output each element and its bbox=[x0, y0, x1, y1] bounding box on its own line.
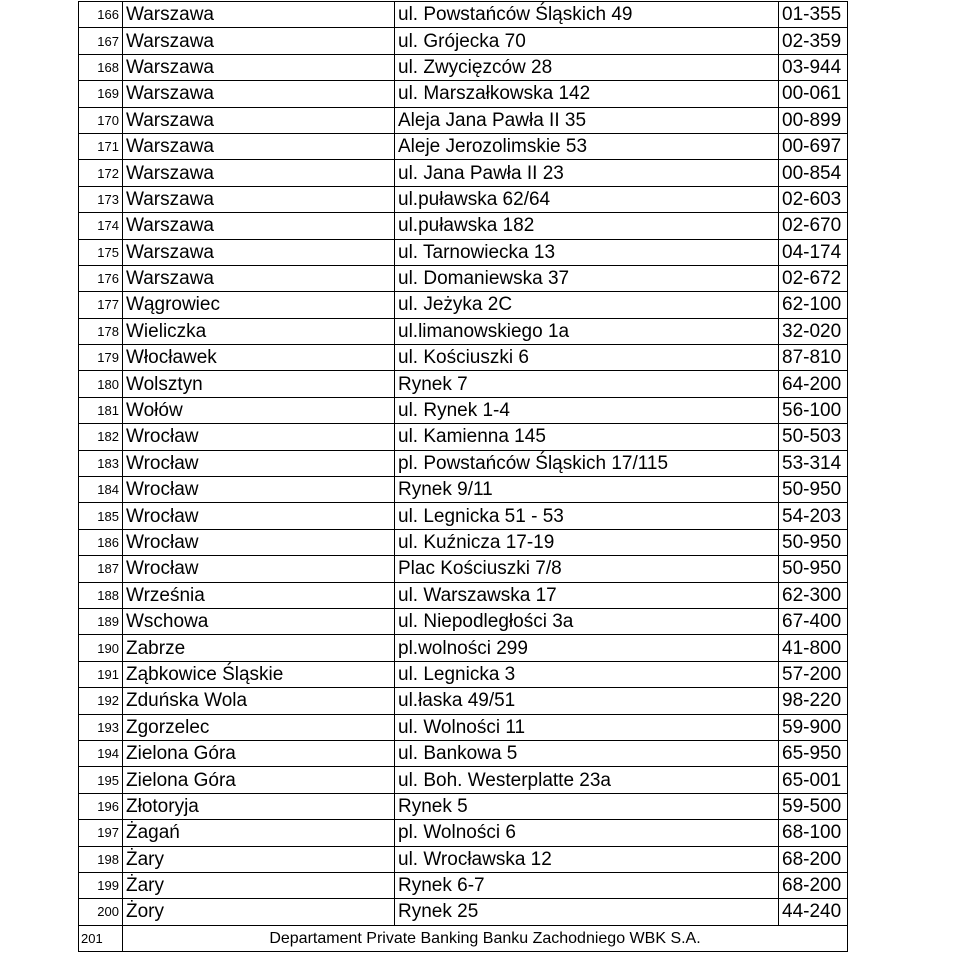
address-cell: ul. Kamienna 145 bbox=[395, 424, 779, 450]
postal-code-cell: 68-200 bbox=[779, 846, 848, 872]
address-cell: ul. Boh. Westerplatte 23a bbox=[395, 767, 779, 793]
row-number: 174 bbox=[79, 213, 123, 239]
table-row bbox=[79, 635, 848, 661]
city-cell: Warszawa bbox=[123, 265, 395, 291]
row-number: 173 bbox=[79, 186, 123, 212]
address-cell: pl. Powstańców Śląskich 17/115 bbox=[395, 450, 779, 476]
postal-code-cell: 00-899 bbox=[779, 107, 848, 133]
address-cell: ul. Bankowa 5 bbox=[395, 740, 779, 766]
address-cell: ul. Kuźnicza 17-19 bbox=[395, 529, 779, 555]
city-cell: Żary bbox=[123, 846, 395, 872]
row-number: 186 bbox=[79, 529, 123, 555]
address-cell: ul. Wrocławska 12 bbox=[395, 846, 779, 872]
postal-code-cell: 00-854 bbox=[779, 160, 848, 186]
table-row bbox=[79, 556, 848, 582]
city-cell: Wrocław bbox=[123, 556, 395, 582]
table-row bbox=[79, 81, 848, 107]
table-row bbox=[79, 345, 848, 371]
row-number: 178 bbox=[79, 318, 123, 344]
row-number: 194 bbox=[79, 740, 123, 766]
postal-code-cell: 59-900 bbox=[779, 714, 848, 740]
postal-code-cell: 56-100 bbox=[779, 397, 848, 423]
row-number: 182 bbox=[79, 424, 123, 450]
postal-code-cell: 62-300 bbox=[779, 582, 848, 608]
city-cell: Zduńska Wola bbox=[123, 688, 395, 714]
address-cell: ul. Rynek 1-4 bbox=[395, 397, 779, 423]
table-row bbox=[79, 318, 848, 344]
city-cell: Wągrowiec bbox=[123, 292, 395, 318]
postal-code-cell: 87-810 bbox=[779, 345, 848, 371]
address-cell: ul. Niepodległości 3a bbox=[395, 608, 779, 634]
address-cell: ul. Legnicka 3 bbox=[395, 661, 779, 687]
address-cell: ul. Marszałkowska 142 bbox=[395, 81, 779, 107]
address-cell: Aleja Jana Pawła II 35 bbox=[395, 107, 779, 133]
row-number: 189 bbox=[79, 608, 123, 634]
row-number: 176 bbox=[79, 265, 123, 291]
city-cell: Wrocław bbox=[123, 424, 395, 450]
table-row bbox=[79, 582, 848, 608]
city-cell: Warszawa bbox=[123, 107, 395, 133]
address-cell: ul. Wolności 11 bbox=[395, 714, 779, 740]
table-row bbox=[79, 424, 848, 450]
table-row bbox=[79, 371, 848, 397]
table-row bbox=[79, 133, 848, 159]
city-cell: Żory bbox=[123, 899, 395, 925]
footer-row-number: 201 bbox=[79, 925, 123, 951]
city-cell: Wrocław bbox=[123, 450, 395, 476]
row-number: 192 bbox=[79, 688, 123, 714]
table-row bbox=[79, 107, 848, 133]
row-number: 197 bbox=[79, 820, 123, 846]
city-cell: Zielona Góra bbox=[123, 740, 395, 766]
city-cell: Żary bbox=[123, 872, 395, 898]
row-number: 198 bbox=[79, 846, 123, 872]
table-row bbox=[79, 186, 848, 212]
address-cell: Rynek 6-7 bbox=[395, 872, 779, 898]
postal-code-cell: 59-500 bbox=[779, 793, 848, 819]
address-cell: ul. Zwycięzców 28 bbox=[395, 54, 779, 80]
table-row bbox=[79, 503, 848, 529]
address-cell: Plac Kościuszki 7/8 bbox=[395, 556, 779, 582]
address-cell: ul. Legnicka 51 - 53 bbox=[395, 503, 779, 529]
row-number: 191 bbox=[79, 661, 123, 687]
city-cell: Warszawa bbox=[123, 28, 395, 54]
city-cell: Warszawa bbox=[123, 186, 395, 212]
row-number: 181 bbox=[79, 397, 123, 423]
row-number: 185 bbox=[79, 503, 123, 529]
city-cell: Warszawa bbox=[123, 81, 395, 107]
postal-code-cell: 68-100 bbox=[779, 820, 848, 846]
city-cell: Żagań bbox=[123, 820, 395, 846]
table-row bbox=[79, 54, 848, 80]
row-number: 169 bbox=[79, 81, 123, 107]
table-row bbox=[79, 213, 848, 239]
postal-code-cell: 67-400 bbox=[779, 608, 848, 634]
city-cell: Zielona Góra bbox=[123, 767, 395, 793]
postal-code-cell: 50-950 bbox=[779, 529, 848, 555]
postal-code-cell: 02-672 bbox=[779, 265, 848, 291]
address-cell: pl.wolności 299 bbox=[395, 635, 779, 661]
postal-code-cell: 41-800 bbox=[779, 635, 848, 661]
row-number: 170 bbox=[79, 107, 123, 133]
table-row bbox=[79, 661, 848, 687]
address-cell: ul.łaska 49/51 bbox=[395, 688, 779, 714]
postal-code-cell: 50-950 bbox=[779, 556, 848, 582]
city-cell: Ząbkowice Śląskie bbox=[123, 661, 395, 687]
row-number: 180 bbox=[79, 371, 123, 397]
table-row bbox=[79, 28, 848, 54]
postal-code-cell: 32-020 bbox=[779, 318, 848, 344]
city-cell: Warszawa bbox=[123, 239, 395, 265]
row-number: 187 bbox=[79, 556, 123, 582]
postal-code-cell: 02-603 bbox=[779, 186, 848, 212]
postal-code-cell: 57-200 bbox=[779, 661, 848, 687]
table-row bbox=[79, 899, 848, 925]
postal-code-cell: 65-950 bbox=[779, 740, 848, 766]
table-row bbox=[79, 872, 848, 898]
table-row bbox=[79, 714, 848, 740]
city-cell: Warszawa bbox=[123, 2, 395, 28]
row-number: 171 bbox=[79, 133, 123, 159]
table-row bbox=[79, 740, 848, 766]
city-cell: Zabrze bbox=[123, 635, 395, 661]
row-number: 190 bbox=[79, 635, 123, 661]
city-cell: Wolsztyn bbox=[123, 371, 395, 397]
postal-code-cell: 50-503 bbox=[779, 424, 848, 450]
footer-text: Departament Private Banking Banku Zachodniego WBK S.A. bbox=[123, 925, 848, 951]
city-cell: Września bbox=[123, 582, 395, 608]
row-number: 179 bbox=[79, 345, 123, 371]
address-cell: ul. Jeżyka 2C bbox=[395, 292, 779, 318]
postal-code-cell: 02-359 bbox=[779, 28, 848, 54]
postal-code-cell: 04-174 bbox=[779, 239, 848, 265]
table-row bbox=[79, 529, 848, 555]
postal-code-cell: 44-240 bbox=[779, 899, 848, 925]
city-cell: Wschowa bbox=[123, 608, 395, 634]
postal-code-cell: 54-203 bbox=[779, 503, 848, 529]
row-number: 166 bbox=[79, 2, 123, 28]
table-row bbox=[79, 160, 848, 186]
city-cell: Złotoryja bbox=[123, 793, 395, 819]
address-cell: Rynek 25 bbox=[395, 899, 779, 925]
row-number: 200 bbox=[79, 899, 123, 925]
address-cell: ul.puławska 62/64 bbox=[395, 186, 779, 212]
table-row bbox=[79, 265, 848, 291]
address-cell: pl. Wolności 6 bbox=[395, 820, 779, 846]
address-cell: ul. Domaniewska 37 bbox=[395, 265, 779, 291]
address-cell: ul. Powstańców Śląskich 49 bbox=[395, 2, 779, 28]
postal-code-cell: 53-314 bbox=[779, 450, 848, 476]
postal-code-cell: 68-200 bbox=[779, 872, 848, 898]
table-row bbox=[79, 820, 848, 846]
city-cell: Wieliczka bbox=[123, 318, 395, 344]
postal-code-cell: 03-944 bbox=[779, 54, 848, 80]
table-row bbox=[79, 846, 848, 872]
row-number: 183 bbox=[79, 450, 123, 476]
address-cell: ul. Jana Pawła II 23 bbox=[395, 160, 779, 186]
postal-code-cell: 65-001 bbox=[779, 767, 848, 793]
row-number: 188 bbox=[79, 582, 123, 608]
address-cell: ul. Warszawska 17 bbox=[395, 582, 779, 608]
table-row bbox=[79, 292, 848, 318]
row-number: 167 bbox=[79, 28, 123, 54]
city-cell: Zgorzelec bbox=[123, 714, 395, 740]
row-number: 172 bbox=[79, 160, 123, 186]
row-number: 177 bbox=[79, 292, 123, 318]
address-cell: ul.limanowskiego 1a bbox=[395, 318, 779, 344]
postal-code-cell: 98-220 bbox=[779, 688, 848, 714]
table-row bbox=[79, 793, 848, 819]
table-row bbox=[79, 397, 848, 423]
table-row bbox=[79, 450, 848, 476]
table-row bbox=[79, 2, 848, 28]
city-cell: Wrocław bbox=[123, 503, 395, 529]
address-cell: Rynek 5 bbox=[395, 793, 779, 819]
row-number: 193 bbox=[79, 714, 123, 740]
city-cell: Warszawa bbox=[123, 213, 395, 239]
row-number: 195 bbox=[79, 767, 123, 793]
address-cell: Aleje Jerozolimskie 53 bbox=[395, 133, 779, 159]
table-row bbox=[79, 767, 848, 793]
city-cell: Wołów bbox=[123, 397, 395, 423]
branch-table-body bbox=[79, 2, 848, 926]
postal-code-cell: 64-200 bbox=[779, 371, 848, 397]
address-cell: ul. Grójecka 70 bbox=[395, 28, 779, 54]
city-cell: Warszawa bbox=[123, 133, 395, 159]
city-cell: Wrocław bbox=[123, 529, 395, 555]
city-cell: Włocławek bbox=[123, 345, 395, 371]
postal-code-cell: 01-355 bbox=[779, 2, 848, 28]
table-row bbox=[79, 477, 848, 503]
table-row bbox=[79, 239, 848, 265]
row-number: 199 bbox=[79, 872, 123, 898]
postal-code-cell: 62-100 bbox=[779, 292, 848, 318]
address-cell: Rynek 7 bbox=[395, 371, 779, 397]
city-cell: Warszawa bbox=[123, 160, 395, 186]
table-row bbox=[79, 608, 848, 634]
postal-code-cell: 02-670 bbox=[779, 213, 848, 239]
address-cell: ul.puławska 182 bbox=[395, 213, 779, 239]
branch-table bbox=[78, 1, 848, 952]
row-number: 175 bbox=[79, 239, 123, 265]
row-number: 184 bbox=[79, 477, 123, 503]
city-cell: Wrocław bbox=[123, 477, 395, 503]
city-cell: Warszawa bbox=[123, 54, 395, 80]
address-cell: Rynek 9/11 bbox=[395, 477, 779, 503]
address-cell: ul. Tarnowiecka 13 bbox=[395, 239, 779, 265]
address-cell: ul. Kościuszki 6 bbox=[395, 345, 779, 371]
row-number: 168 bbox=[79, 54, 123, 80]
table-row bbox=[79, 688, 848, 714]
footer-row bbox=[79, 925, 848, 951]
postal-code-cell: 00-697 bbox=[779, 133, 848, 159]
postal-code-cell: 00-061 bbox=[779, 81, 848, 107]
postal-code-cell: 50-950 bbox=[779, 477, 848, 503]
row-number: 196 bbox=[79, 793, 123, 819]
